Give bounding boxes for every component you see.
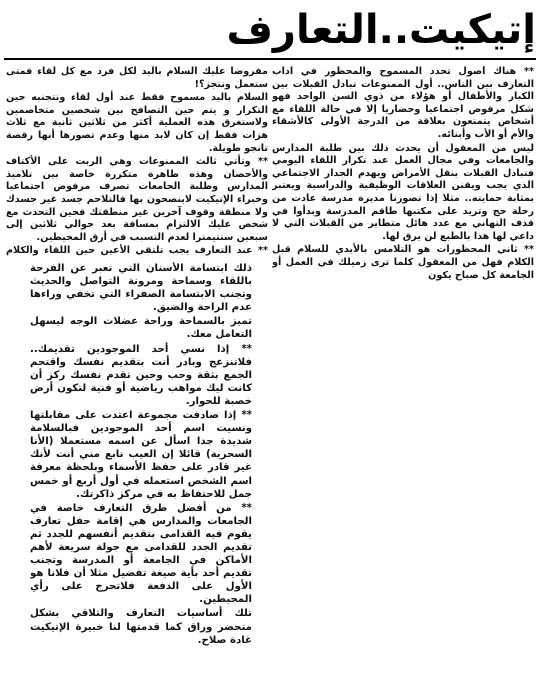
headline-title: إتيكيت..التعارف: [226, 7, 536, 53]
paragraph: ** وتأتي ثالث الممنوعات وهي الربت على الأكتاف والأحضان وهذه ظاهرة متكررة خاصة بين تلاميذ المدارس وطلبة الجامعات تصرف مرفوض اجتماعيا وخبراء الإتيكيت لاينصحون بها فالتلاحم جسد غير جسدك ولا منطقة وقوف آخرين غير منطقتك فحين التحدث مع شخص عليك الالتزام بمسافة بعد حوالي ثلاثين إلى سبعين سنتيمترا لعدم التسبب في أرق المحيطين.: [6, 156, 268, 243]
paragraph: ** ثاني المحظورات هو التلامس بالأيدي للسلام قبل الكلام فهل من المعقول كلما ترى زميلك في العمل أو الجامعة كل صباح يكون: [272, 244, 534, 281]
article-column-left-top: [6, 66, 268, 256]
paragraph: ** من أفضل طرق التعارف خاصة في الجامعات والمدارس هي إقامة حفل تعارف يقوم فيه القدامى بتقديم أنفسهم للجدد ثم تقديم الجدد للقدامى مع جولة سريعة لأهم الأماكن في الجامعة أو المدرسة وتجنب تقديم أحد بأية صيغة تفضيل مثلا أن فلانا هو الأول على الدفعة فلاتحرج على رأي المحيطين.: [30, 502, 252, 606]
paragraph: ** إذا نسي أحد الموجودين تقديمك.. فلاتنزعج وبادر أنت بتقديم نفسك واقتحم الجمع بثقة وحب وحين تقدم نفسك ركز أن كانت ليك مواهب رياضية أو فنية لتكون أرض خصبة للحوار.: [30, 343, 252, 407]
paragraph: السلام باليد مسموح فقط عند أول لقاء ونتجنبه حين التكرار و يتم حين التصافح بين شخصين متخاصمين ولاستغرق هذه العملية أكثر من ثلاثين ثانية مع ثلاث هزات فقط إن كان لابد منها وعدم تصورها أنها رقصة تانجو طويلة.: [6, 92, 268, 154]
paragraph: ** إذا صادفت مجموعة اعتدت على مقابلتها ونسيت اسم أحد الموجودين فبالسلامة شديدة جدا اسأل عن اسمه مستعملا (الأنا السحرية) قائلا إن العيب نابع مني أنت لأنك غير قادر على حفظ الأسماء وبلحظة معرفة اسم الشخص استعمله في أول أربع أو خمس جمل للاحتفاظ به في مركز ذاكرتك.: [30, 410, 252, 500]
paragraph: ذلك ابتسامة الأسنان التي تعبر عن الفرحة باللقاء وسماحة ومرونة التواصل والحديث وتجنب الابتسامة الصفراء التي تخفي وراءها عدم الراحة والضيق.: [30, 263, 252, 314]
paragraph: تلك أساسيات التعارف والتلاقي بشكل متحضر وراق كما قدمتها لنا خبيرة الإتيكيت غادة صلاح.: [30, 608, 252, 646]
headline-rule: [4, 58, 536, 60]
article-column-left: [30, 262, 252, 672]
paragraph: تميز بالسماحة وراحة عضلات الوجه ليسهل التعامل معك.: [30, 316, 252, 341]
paragraph: مفروضا عليك السلام باليد لكل فرد مع كل لقاء فمتى ستعمل ونتجز؟!: [6, 66, 268, 90]
paragraph: ليس من المعقول أن يحدث ذلك بين طلبة المدارس والجامعات وفي مجال العمل عند تكرار اللقاء اليومي فتبادل القبلات ينقل الأمراض ويهدم الجدار الاجتماعي الذي يجب ويقنن العلاقات الوظيفية والدراسية ويعتبر بمثابة حمايته.. مثلا إذا تصورنا مديرة مدرسة عادت من رحلة حج وتريد على مكتبها طاقم المدرسة وبدأوا في قذف التهاني مع عدد هائل متطاير من القبلات التي لا داعي لها هذا بالطبع لن يرق لها.: [272, 142, 534, 242]
article-headline: [0, 0, 540, 64]
paragraph: ** هناك أصول تحدد المسموح والمحظور في آداب التعارف بين الناس.. أول الممنوعات تبادل القبلات بين الكبار والأطفال أو هؤلاء من ذوي السن الواحد فهو شكل مرفوض اجتماعيا وحضاريا إلا في حالة اللقاء مع أشخاص يتمتعون بعلاقة من الدرجة الأولى كالأشقاء والأم أو الأب وأبنائه.: [272, 66, 534, 140]
paragraph: ** عند التعارف يجب تلتقي الأعين حين اللقاء والكلام: [6, 245, 268, 256]
article-column-right: [272, 66, 534, 366]
